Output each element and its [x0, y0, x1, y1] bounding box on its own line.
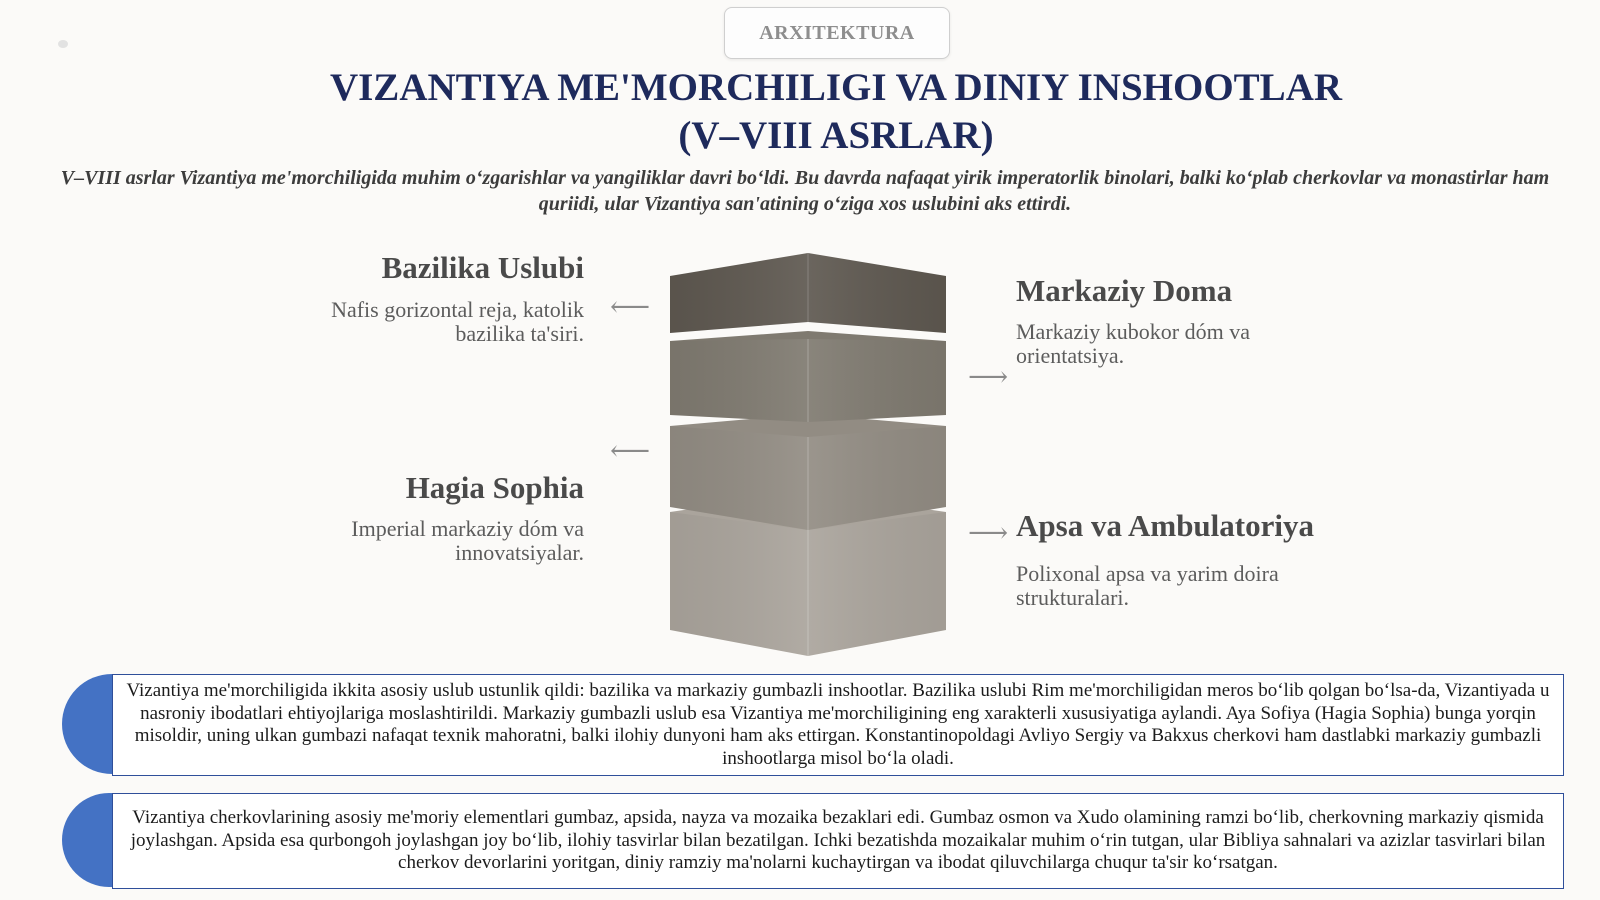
info-box-text: Vizantiya me'morchiligida ikkita asosiy uslub ustunlik qildi: bazilika va markaziy gumbazli inshootlar. Bazilika uslubi Rim me'morchiligidan meros boʻlib qolgan boʻlsa-da, Vizantiyada u nasroniy ibodatlari ehtiyojlariga moslashtirildi. Markaziy gumbazli uslub esa Vizantiya me'morchiligining eng xarakterli xususiyatiga aylandi. Aya Sofiya (Hagia Sophia) bunga yorqin misoldir, uning ulkan gumbazi nafaqat texnik mahoratni, balki ilohiy dunyoni ham aks ettirgan. Konstantinopoldagi Avliyo Sergiy va Bakxus cherkovi ham dastlabki markaziy gumbazli inshootlarga misol boʻla oladi. — [112, 674, 1564, 776]
category-tag: ARXITEKTURA — [724, 7, 950, 59]
info-box-2 — [62, 793, 1564, 889]
label-markaziy-doma-desc: Markaziy kubokor dóm va orientatsiya. — [1016, 319, 1250, 368]
arrow-right-icon: ⟶ — [968, 518, 1009, 549]
arrow-left-icon: ⟵ — [610, 292, 651, 323]
label-bazilika-title: Bazilika Uslubi — [381, 250, 584, 285]
label-apsa-title: Apsa va Ambulatoriya — [1016, 508, 1314, 543]
title-line-2: (V–VIII ASRLAR) — [678, 114, 994, 157]
title-line-1: VIZANTIYA ME'MORCHILIGI VA DINIY INSHOOTLAR — [329, 66, 1343, 109]
label-hagia-sophia-desc: Imperial markaziy dóm va innovatsiyalar. — [351, 516, 584, 565]
label-bazilika-desc: Nafis gorizontal reja, katolik bazilika ta'siri. — [331, 297, 584, 346]
label-hagia-sophia-title: Hagia Sophia — [405, 470, 584, 505]
arrow-right-icon: ⟶ — [968, 362, 1009, 393]
stack-layer-2 — [670, 331, 946, 422]
stack-layer-1 — [670, 253, 946, 333]
stack-layer-3 — [670, 414, 946, 530]
label-apsa-desc: Polixonal apsa va yarim doira strukturalari. — [1016, 561, 1279, 610]
arrow-left-icon: ⟵ — [610, 436, 651, 467]
label-markaziy-doma-title: Markaziy Doma — [1016, 273, 1233, 308]
info-box-1 — [62, 674, 1564, 776]
info-box-text: Vizantiya cherkovlarining asosiy me'moriy elementlari gumbaz, apsida, nayza va mozaika bezaklari edi. Gumbaz osmon va Xudo olamining ramzi boʻlib, cherkovning markaziy qismida joylashgan. Apsida esa qurbongoh joylashgan joy boʻlib, ilohiy tasvirlar bilan bezatilgan. Ichki bezatishda mozaikalar muhim oʻrin tutgan, ular Bibliya sahnalari va azizlar tasvirlari bilan cherkov devorlarini yoritgan, diniy ramziy ma'nolarni kuchaytirgan va ibodat qiluvchilarga chuqur ta'sir koʻrsatgan. — [112, 793, 1564, 889]
page-subtitle: V–VIII asrlar Vizantiya me'morchiligida muhim oʻzgarishlar va yangiliklar davri boʻldi. Bu davrda nafaqat yirik imperatorlik binolari, balki koʻplab cherkovlar va monastirlar ham quriidi, ular Vizantiya san'atining oʻziga xos uslubini aks ettirdi. — [60, 167, 1550, 215]
